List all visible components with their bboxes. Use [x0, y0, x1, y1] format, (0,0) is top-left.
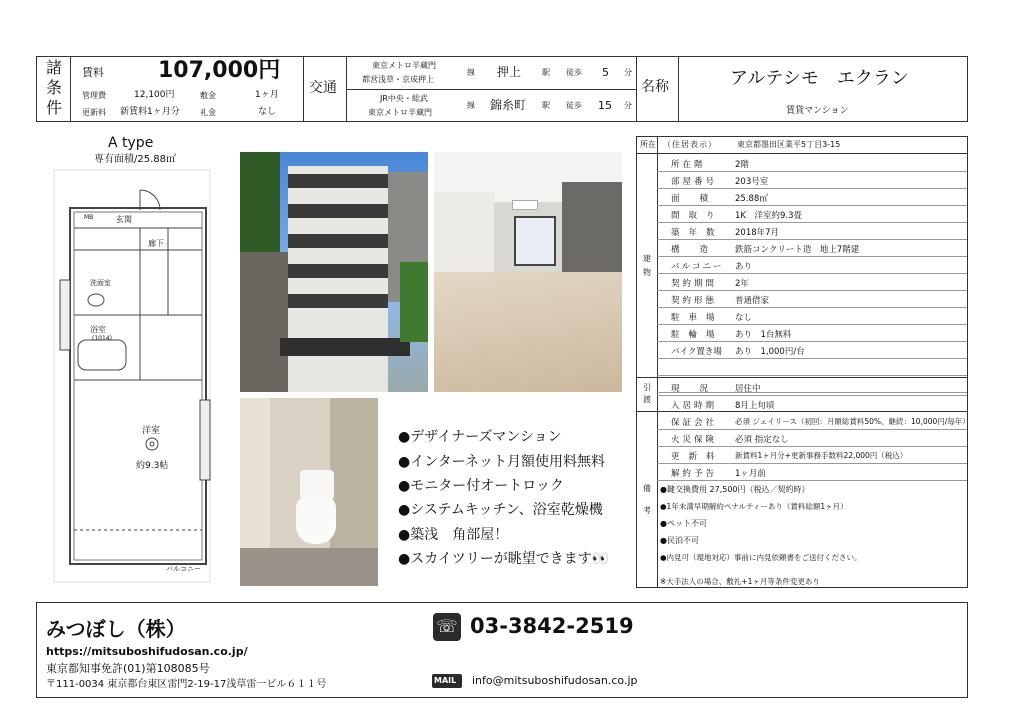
plan-washroom: 洗面室 [90, 279, 111, 287]
spec-val-built: 2018年7月 [735, 228, 780, 238]
renewal-value: 新賃料1ヶ月分 [120, 107, 180, 117]
mail-label: MAIL [434, 676, 457, 685]
feature-4: ●システムキッチン、浴室乾燥機 [398, 502, 603, 518]
plan-hall: 廊下 [148, 239, 164, 248]
plan-bath: 浴室 [90, 325, 106, 334]
name-label: 名称 [641, 79, 669, 95]
building-label-1: 建 [643, 254, 651, 263]
note-2: ●1年未満早期解約ペナルティーあり（賃料総額1ヶ月） [660, 502, 848, 511]
notes-section [657, 480, 967, 586]
walk2-value: 15 [598, 99, 612, 112]
remark-key-insurance: 火災保険 [671, 435, 718, 445]
line1-b: 都営浅草・京成押上 [362, 75, 434, 84]
feature-6: ●スカイツリーが眺望できます👀 [398, 551, 610, 567]
handover-key-movein: 入居時期 [671, 401, 718, 411]
spec-key-built: 築年数 [671, 228, 724, 238]
photo-room-interior [434, 152, 622, 392]
feature-2: ●インターネット月額使用料無料 [398, 454, 605, 470]
handover-label-2: 渡 [643, 395, 651, 404]
spec-key-parking: 駐車場 [671, 313, 724, 323]
plan-size: 約9.3帖 [136, 461, 169, 471]
spec-val-layout: 1K 洋室約9.3畳 [735, 211, 803, 221]
handover-val-status: 居住中 [735, 384, 761, 394]
deposit-value: 1ヶ月 [255, 90, 279, 100]
location-value: 東京都墨田区業平5丁目3-15 [737, 140, 841, 149]
station2: 錦糸町 [490, 98, 527, 112]
spec-key-floor: 所在階 [671, 160, 706, 170]
property-name: アルテシモ エクラン [730, 68, 909, 89]
building-label-2: 物 [643, 268, 651, 277]
note-3: ●ペット不可 [660, 519, 707, 528]
company-address: 〒111-0034 東京都台東区雷門2-19-17浅草雷一ビル６１１号 [46, 679, 327, 690]
spec-key-layout: 間取り [671, 211, 724, 221]
remark-val-notice: 1ヶ月前 [735, 469, 766, 479]
spec-val-contract: 普通借家 [735, 296, 770, 306]
deposit-label: 敷金 [200, 91, 216, 100]
note-1: ●鍵交換費用 27,500円（税込／契約時） [660, 485, 810, 494]
plan-mb: MB [84, 214, 94, 221]
walk1-value: 5 [602, 66, 609, 79]
floorplan-area: 専有面積/25.88㎡ [94, 154, 176, 165]
keymoney-value: なし [258, 107, 277, 117]
company-email[interactable]: info@mitsuboshifudosan.co.jp [472, 674, 638, 687]
remarks-label-2: 考 [643, 506, 651, 515]
feature-1: ●デザイナーズマンション [398, 429, 562, 445]
conditions-label-2: 条 [46, 78, 63, 97]
remark-val-renewal: 新賃料1ヶ月分+更新事務手数料22,000円（税込） [735, 451, 908, 460]
line2-suffix: 線 [467, 101, 475, 110]
photo-building-exterior [240, 152, 428, 392]
plan-balcony: バルコニー [166, 565, 201, 573]
company-phone[interactable]: 03-3842-2519 [470, 614, 634, 638]
company-url[interactable]: https://mitsuboshifudosan.co.jp/ [46, 645, 248, 658]
mgmt-value: 12,100円 [134, 90, 175, 100]
renewal-label: 更新料 [82, 108, 106, 117]
spec-val-parking: なし [735, 313, 753, 323]
specs-table [636, 136, 968, 588]
plan-bath-size: (1014) [92, 335, 112, 342]
footnote: ※大手法人の場合、敷礼+1ヶ月等条件変更あり [660, 577, 820, 586]
plan-western: 洋室 [142, 426, 161, 436]
spec-val-room: 203号室 [735, 177, 769, 187]
feature-3: ●モニター付オートロック [398, 478, 564, 494]
spec-key-room: 部屋番号 [671, 177, 718, 187]
location-label: 所在 [640, 140, 656, 149]
spec-val-bicycle: あり 1台無料 [735, 330, 792, 340]
conditions-label-3: 件 [46, 98, 63, 117]
handover-section [657, 378, 967, 412]
conditions-label-1: 諸 [46, 58, 63, 77]
station1-suffix: 駅 [542, 68, 550, 77]
floor-plan [50, 130, 218, 586]
transport-label: 交通 [309, 80, 337, 96]
building-section [657, 154, 967, 394]
keymoney-label: 礼金 [200, 108, 216, 117]
spec-val-balcony: あり [735, 262, 753, 272]
remark-key-notice: 解約予告 [671, 469, 718, 479]
spec-key-structure: 構造 [671, 245, 729, 255]
walk1-label: 徒歩 [566, 68, 582, 77]
station2-suffix: 駅 [542, 101, 550, 110]
photo-toilet [240, 398, 378, 586]
remarks-section [657, 412, 970, 480]
rent-value: 107,000円 [158, 58, 281, 83]
location-key: （住居表示） [663, 140, 717, 149]
remarks-label-1: 備 [643, 484, 651, 493]
plan-entrance: 玄関 [116, 215, 132, 224]
spec-key-balcony: バルコニー [671, 262, 724, 272]
floorplan-type-title: A type [108, 135, 154, 151]
mgmt-label: 管理費 [82, 91, 106, 100]
station1: 押上 [497, 65, 522, 79]
spec-key-bike: バイク置き場 [671, 347, 722, 357]
walk1-minute: 分 [624, 68, 632, 77]
remark-val-guarantor: 必須 ジェイリース（初回：月額総賃料50%、継続：10,000円/毎年） [735, 417, 970, 426]
line2-a: JR中央・総武 [380, 94, 428, 103]
rent-label: 賃料 [82, 66, 104, 79]
spec-key-term: 契約期間 [671, 279, 718, 289]
handover-val-movein: 8月上旬頃 [735, 401, 775, 411]
spec-val-bike: あり 1,000円/台 [735, 347, 805, 357]
spec-val-area: 25.88㎡ [735, 194, 768, 204]
feature-5: ●築浅 角部屋！ [398, 527, 509, 543]
remark-val-insurance: 必須 指定なし [735, 435, 789, 445]
spec-key-area: 面積 [671, 194, 729, 204]
note-4: ●民泊不可 [660, 536, 699, 545]
line1-suffix: 線 [467, 68, 475, 77]
spec-key-bicycle: 駐輪場 [671, 330, 724, 340]
line2-b: 東京メトロ半蔵門 [368, 108, 432, 117]
handover-label-1: 引 [643, 383, 651, 392]
property-type: 賃貸マンション [786, 106, 849, 116]
remark-key-renewal: 更新料 [671, 452, 724, 462]
handover-key-status: 現況 [671, 384, 729, 394]
company-license: 東京都知事免許(01)第108085号 [46, 662, 210, 675]
walk2-label: 徒歩 [566, 101, 582, 110]
remark-key-guarantor: 保証会社 [671, 418, 718, 428]
phone-icon: ☏ [433, 613, 461, 641]
spec-val-structure: 鉄筋コンクリート造 地上7階建 [735, 245, 860, 255]
line1-a: 東京メトロ半蔵門 [372, 61, 436, 70]
note-5: ●内見可（現地対応）事前に内見依頼書をご送付ください。 [660, 553, 862, 562]
spec-val-term: 2年 [735, 279, 749, 289]
walk2-minute: 分 [624, 101, 632, 110]
spec-val-floor: 2階 [735, 160, 749, 170]
floorplan-drawing [50, 130, 218, 586]
spec-key-contract: 契約形態 [671, 296, 718, 306]
company-name: みつぼし（株） [46, 617, 186, 641]
